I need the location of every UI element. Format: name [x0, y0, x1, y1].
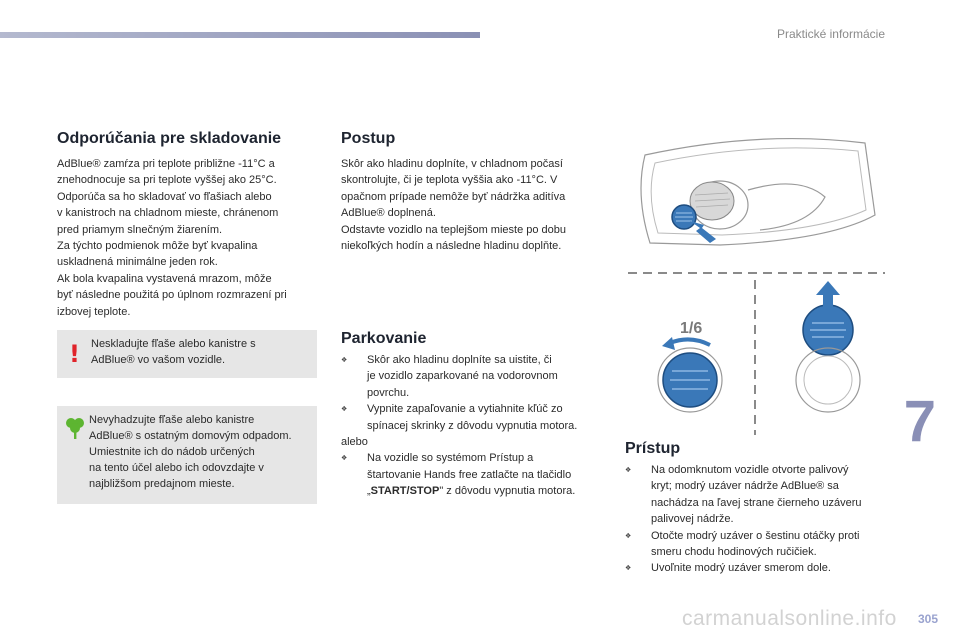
text-line: nachádza na ľavej strane čierneho uzáveru	[651, 496, 862, 509]
text-line: je vozidlo zaparkované na vodorovnom	[367, 370, 558, 383]
text-line: kryt; modrý uzáver nádrže AdBlue® sa	[651, 480, 839, 493]
parking-heading: Parkovanie	[341, 330, 427, 347]
list-item	[625, 560, 895, 576]
leaf-icon	[65, 416, 85, 440]
text-line: štartovanie Hands free zatlačte na tlačidlo	[367, 468, 572, 481]
exclamation-icon: !	[69, 340, 80, 368]
adblue-cap-illustration	[610, 135, 895, 435]
text-line: opačnom prípade nemôže byť nádržka aditíva	[341, 190, 566, 203]
text-line: smeru chodu hodinových ručičiek.	[651, 546, 817, 559]
text-line: AdBlue® doplnená.	[341, 207, 436, 220]
text-line: na tento účel alebo ich odovzdajte v	[89, 462, 264, 474]
text-line: AdBlue® vo vašom vozidle.	[91, 354, 226, 366]
text-line: ❖ Na vozidle so systémom Prístup a	[367, 452, 534, 465]
start-stop-label: START/STOP	[370, 485, 440, 498]
list-item	[341, 401, 611, 434]
list-item	[341, 352, 611, 401]
list-item	[341, 450, 611, 499]
text-line: Za týchto podmienok môže byť kvapalina	[57, 240, 258, 253]
access-heading: Prístup	[625, 440, 681, 457]
list-item	[625, 462, 895, 528]
storage-heading: Odporúčania pre skladovanie	[57, 130, 282, 147]
parking-list	[341, 352, 611, 500]
text-line: Odporúča sa ho skladovať vo fľašiach alebo	[57, 190, 272, 203]
text-line: uskladnená minimálne jeden rok.	[57, 256, 218, 269]
text-line: znehodnocuje sa pri teplote vyššej ako 25°C.	[57, 174, 277, 187]
text-line: byť následne použitá po úplnom rozmrazení pri	[57, 289, 287, 302]
procedure-text	[341, 156, 605, 254]
text-line: izbovej teplote.	[57, 305, 131, 318]
quote-rest: " z dôvodu vypnutia motora.	[439, 485, 576, 498]
page-number: 305	[917, 612, 938, 626]
header-bar	[0, 32, 480, 38]
text-line: najbližšom predajnom mieste.	[89, 478, 235, 490]
text-line: palivovej nádrže.	[651, 513, 734, 526]
text-line: skontrolujte, či je teplota vyššia ako -11°C. V	[341, 174, 558, 187]
text-line: spínacej skrinky z dôvodu vypnutia motora.	[367, 419, 578, 432]
text-line	[367, 483, 611, 499]
fuel-flap-drawing	[641, 139, 875, 245]
text-line: Ak bola kvapalina vystavená mrazom, môže	[57, 272, 272, 285]
text-line: Umiestnite ich do nádob určených	[89, 446, 255, 458]
storage-text	[57, 156, 321, 320]
warning-text	[91, 336, 306, 368]
access-list	[625, 462, 895, 577]
eco-text	[89, 412, 311, 492]
text-line: ❖ Vypnite zapaľovanie a vytiahnite kľúč zo	[367, 403, 563, 416]
warning-box	[57, 330, 317, 378]
watermark: carmanualsonline.info	[682, 607, 897, 630]
text-line: Odstavte vozidlo na teplejšom mieste po dobu	[341, 223, 567, 236]
text-line: niekoľkých hodín a následne hladinu doplňte.	[341, 240, 562, 253]
chapter-number: 7	[903, 389, 936, 454]
text-line: Nevyhadzujte fľaše alebo kanistre	[89, 414, 255, 426]
text-line: ❖ Otočte modrý uzáver o šestinu otáčky proti	[651, 529, 860, 542]
rotate-cap-drawing	[658, 320, 722, 412]
list-item	[625, 528, 895, 561]
eco-box	[57, 406, 317, 504]
text-line: Skôr ako hladinu doplníte, v chladnom počasí	[341, 158, 563, 170]
text-line: ❖ Uvoľnite modrý uzáver smerom dole.	[651, 562, 831, 575]
storage-section	[57, 130, 321, 320]
text-line: AdBlue® s ostatným domovým odpadom.	[89, 430, 292, 442]
text-line: ❖ Skôr ako hladinu doplníte sa uistite, či	[367, 354, 552, 366]
text-line: Neskladujte fľaše alebo kanistre s	[91, 338, 256, 350]
pull-cap-drawing	[796, 281, 860, 412]
text-line: povrchu.	[367, 386, 410, 399]
quote-open: „	[367, 485, 371, 498]
alebo-text: alebo	[341, 436, 368, 449]
section-title: Praktické informácie	[776, 27, 885, 41]
text-line: pred priamym slnečným žiarením.	[57, 223, 223, 236]
text-line: ❖ Na odomknutom vozidle otvorte palivový	[651, 464, 849, 476]
procedure-heading: Postup	[341, 130, 396, 147]
text-line: v kanistroch na chladnom mieste, chránenom	[57, 207, 279, 220]
procedure-section	[341, 130, 605, 254]
text-line: AdBlue® zamŕza pri teplote približne -11°C a	[57, 158, 275, 170]
rotation-label: 1/6	[680, 320, 703, 337]
